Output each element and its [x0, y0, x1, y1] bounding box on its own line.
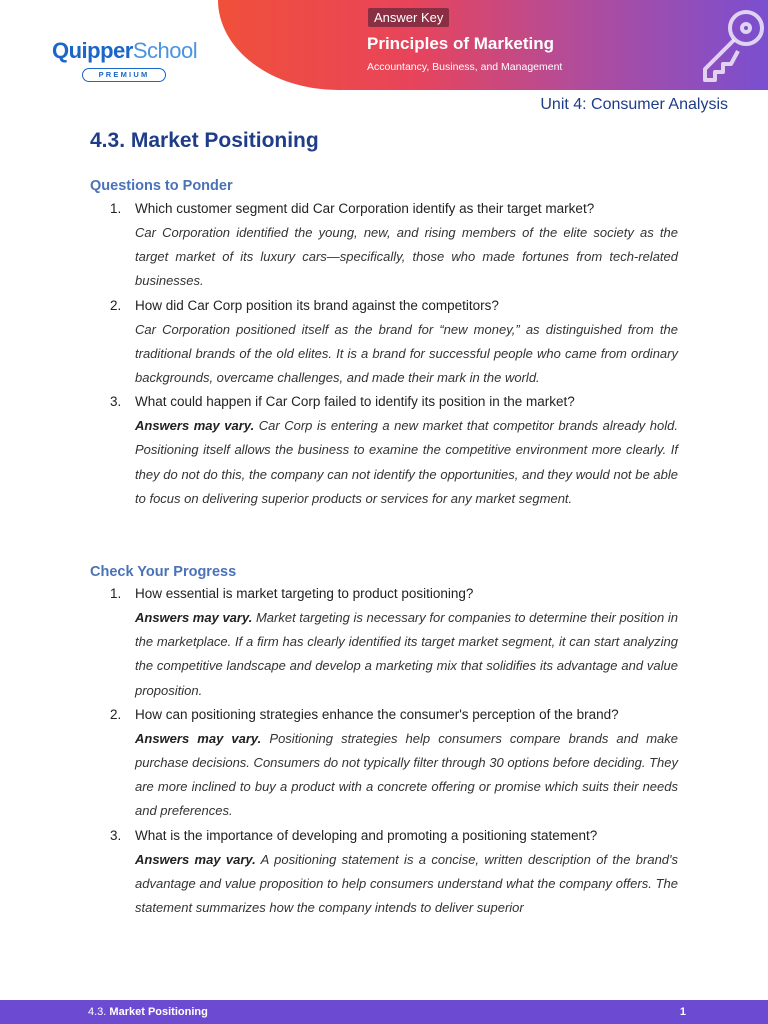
list-item [110, 703, 678, 824]
list-item [110, 390, 678, 511]
answer-lead: Answers may vary. [135, 730, 262, 746]
ponder-heading: Questions to Ponder [90, 178, 233, 194]
item-number: 2. [110, 297, 122, 313]
footer-section-title: Market Positioning [109, 1006, 208, 1018]
course-title: Principles of Marketing [367, 34, 555, 53]
unit-label: Unit 4: Consumer Analysis [540, 96, 728, 113]
question-text: How can positioning strategies enhance the consumer's perception of the brand? [135, 706, 619, 722]
question-text: What could happen if Car Corp failed to identify its position in the market? [135, 394, 575, 410]
footer-section [88, 1000, 208, 1024]
strand-subtitle: Accountancy, Business, and Management [367, 61, 563, 73]
page-footer [0, 1000, 768, 1024]
answer-text [135, 848, 678, 921]
item-number: 3. [110, 827, 122, 843]
answer-lead: Answers may vary. [135, 418, 255, 434]
page-title: 4.3. Market Positioning [90, 129, 319, 152]
answer-body: Market targeting is necessary for companies to determine their position in the marketplace. If a firm has clearly identified its target market segment, it can start analyzing the competitive landscape and develop a marketing mix that solidifies its advantage and value proposition. [135, 610, 678, 698]
answer-text [135, 727, 678, 824]
footer-section-number: 4.3. [88, 1006, 107, 1018]
progress-heading: Check Your Progress [90, 564, 237, 580]
answer-lead: Answers may vary. [135, 851, 256, 867]
item-number: 1. [110, 201, 122, 216]
item-number: 2. [110, 706, 122, 722]
logo-brand-quipper: Quipper [52, 38, 133, 63]
list-item [110, 824, 678, 921]
logo-premium-badge: PREMIUM [82, 68, 166, 82]
list-item [110, 197, 678, 294]
progress-list [110, 582, 678, 920]
logo-brand-school: School [132, 38, 198, 63]
item-number: 1. [110, 586, 122, 601]
answer-text [135, 221, 678, 294]
question-text: Which customer segment did Car Corporation identify as their target market? [135, 201, 595, 216]
answer-body: Car Corporation positioned itself as the brand for “new money,” as distinguished from the traditional brands of the old elites. It is a brand for successful people who came from ordinary backgrounds, overcame challenges, and made their mark in the world. [135, 321, 678, 386]
answer-text [135, 606, 678, 703]
item-number: 3. [110, 394, 122, 410]
page-number: 1 [679, 1006, 686, 1018]
answer-key-tag: Answer Key [368, 8, 449, 27]
header-banner [218, 0, 768, 90]
answer-text [135, 318, 678, 391]
list-item [110, 294, 678, 391]
ponder-list [110, 197, 678, 511]
answer-body: Car Corp is entering a new market that competitor brands already hold. Positioning itself allows the business to examine the competitive environment more clearly. If they do not do this, the company can not identify the opportunities, and they would not be able to focus on delivering superior products or services for any market segment. [135, 418, 678, 506]
question-text: How did Car Corp position its brand against the competitors? [135, 297, 499, 313]
answer-text [135, 414, 678, 511]
answer-body: Car Corporation identified the young, new, and rising members of the elite society as the target market of its luxury cars—specifically, those who made fortunes from tech-related businesses. [135, 225, 678, 289]
key-icon [693, 4, 768, 86]
answer-lead: Answers may vary. [135, 610, 253, 625]
question-text: What is the importance of developing and promoting a positioning statement? [135, 827, 598, 843]
question-text: How essential is market targeting to product positioning? [135, 586, 474, 601]
quipper-school-logo [52, 38, 197, 82]
answer-body: Positioning strategies help consumers compare brands and make purchase decisions. Consumers do not typically filter through 30 options before deciding. They are more inclined to buy a product with a concrete offering or promise which suits their needs and preferences. [135, 730, 679, 819]
answer-body: A positioning statement is a concise, written description of the brand's advantage and value proposition to help consumers understand what the company offers. The statement summarizes how the company intends to deliver superior [135, 851, 679, 916]
list-item [110, 582, 678, 703]
